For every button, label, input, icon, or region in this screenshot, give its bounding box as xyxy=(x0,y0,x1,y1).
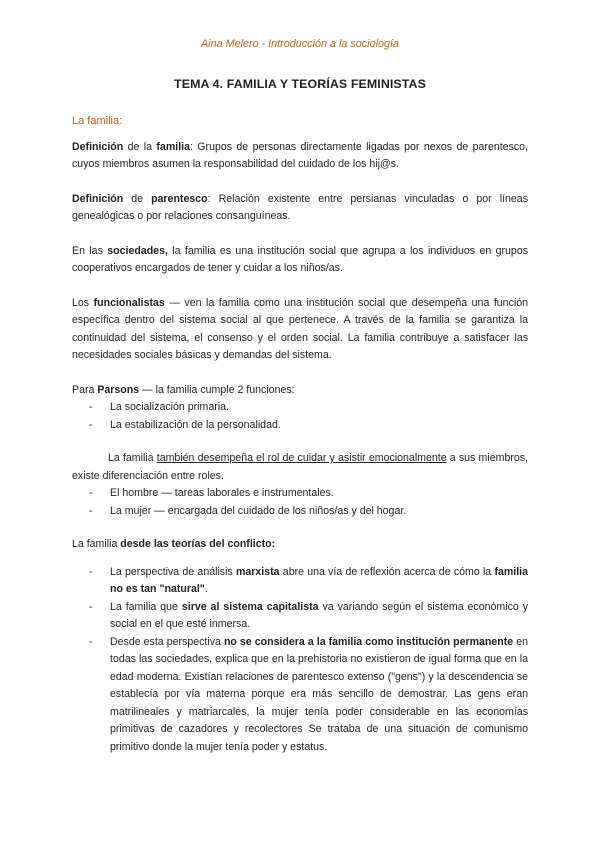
list-item: - El hombre — tareas laborales e instrumentales. xyxy=(72,485,528,503)
parsons-list xyxy=(72,399,528,434)
paragraph-roles: La familia también desempeña el rol de cuidar y asistir emocionalmente a sus miembros, existe diferenciación entre roles. xyxy=(72,452,528,482)
list-item: - Desde esta perspectiva no se considera a la familia como institución permanente en todas las sociedades, explica que en la prehistoria no existieron de igual forma que en la edad moderna. Existían relaciones de parentesco extenso ("gens") y la descendencia se establecía por vía materna porque era más sencillo de demostrar. Las gens eran matrilineales y matriarcales, la mujer tenía poder considerable en las economías primitivas de cazadores y recolectores Se trataba de una situación de comunismo primitivo donde la mujer tenía poder y estatus. xyxy=(72,634,528,757)
list-item: - La mujer — encargada del cuidado de los niños/as y del hogar. xyxy=(72,503,528,521)
list-item: - La perspectiva de análisis marxista abre una vía de reflexión acerca de cómo la familia no es tan "natural". xyxy=(72,564,528,599)
conflicto-list xyxy=(72,564,528,757)
section-title-familia: La familia: xyxy=(72,115,123,127)
list-item: - La estabilización de la personalidad. xyxy=(72,417,528,435)
list-item: - La familia que sirve al sistema capitalista va variando según el sistema económico y social en el que esté inmersa. xyxy=(72,599,528,634)
paragraph-sociedades: En las sociedades, la familia es una institución social que agrupa a los individuos en grupos cooperativos encargados de tener y cuidar a los niños/as. xyxy=(72,244,529,274)
roles-list xyxy=(72,485,528,520)
list-item: - La socialización primaria. xyxy=(72,399,528,417)
page-header: Aina Melero - Introducción a la sociología xyxy=(200,38,400,50)
paragraph-parsons: Para Parsons — la familia cumple 2 funciones: xyxy=(72,383,295,396)
paragraph-definicion-familia: Definición de la familia: Grupos de personas directamente ligadas por nexos de parentesco, cuyos miembros asumen la responsabilidad del cuidado de los hij@s. xyxy=(72,140,528,170)
paragraph-definicion-parentesco: Definición de parentesco: Relación existente entre persianas vinculadas o por líneas genealógicas o por relaciones consanguíneas. xyxy=(72,192,528,222)
page-title: TEMA 4. FAMILIA Y TEORÍAS FEMINISTAS xyxy=(174,76,426,91)
paragraph-conflicto: La familia desde las teorías del conflicto: xyxy=(72,538,276,550)
paragraph-funcionalistas: Los funcionalistas — ven la familia como una institución social que desempeña una función específica dentro del sistema social al que pertenece. A través de la familia se garantiza la continuidad del sistema, el consenso y el orden social. La familia contribuye a satisfacer las necesidades sociales básicas y demandas del sistema. xyxy=(72,296,529,361)
